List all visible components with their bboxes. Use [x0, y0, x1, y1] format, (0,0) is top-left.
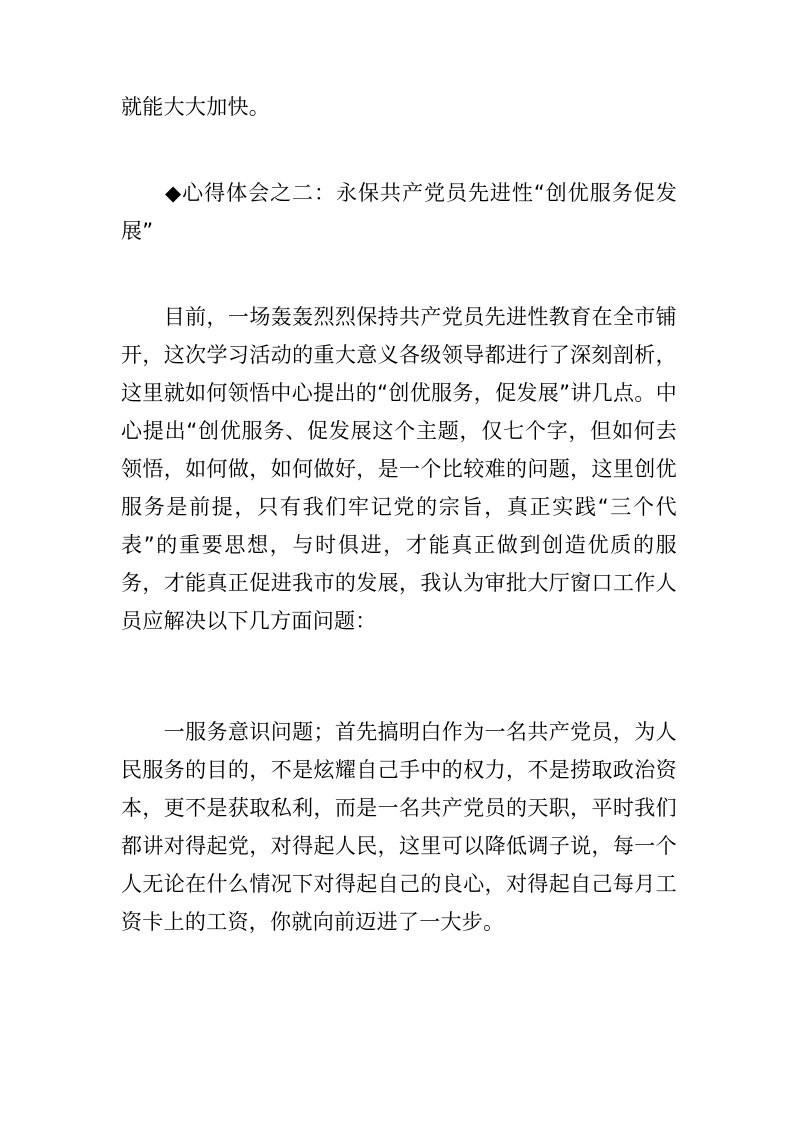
section-heading: ◆心得体会之二：永保共产党员先进性“创优服务促发展”: [121, 181, 677, 243]
paragraph-continuation: 就能大大加快。: [121, 95, 271, 119]
paragraph-intro: 目前，一场轰轰烈烈保持共产党员先进性教育在全市铺开，这次学习活动的重大意义各级领导都进行了深刻剖析，这里就如何领悟中心提出的“创优服务，促发展”讲几点。中心提出“创优服务、促发展这个主题，仅七个字，但如何去领悟，如何做，如何做好，是一个比较难的问题，这里创优服务是前提，只有我们牢记党的宗旨，真正实践“三个代表”的重要思想，与时俱进，才能真正做到创造优质的服务，才能真正促进我市的发展，我认为审批大厅窗口工作人员应解决以下几方面问题：: [121, 305, 677, 633]
paragraph-service-awareness: 一服务意识问题；首先搞明白作为一名共产党员，为人民服务的目的，不是炫耀自己手中的权力，不是捞取政治资本，更不是获取私利，而是一名共产党员的天职，平时我们都讲对得起党，对得起人民，这里可以降低调子说，每一个人无论在什么情况下对得起自己的良心，对得起自己每月工资卡上的工资，你就向前迈进了一大步。: [121, 720, 677, 934]
